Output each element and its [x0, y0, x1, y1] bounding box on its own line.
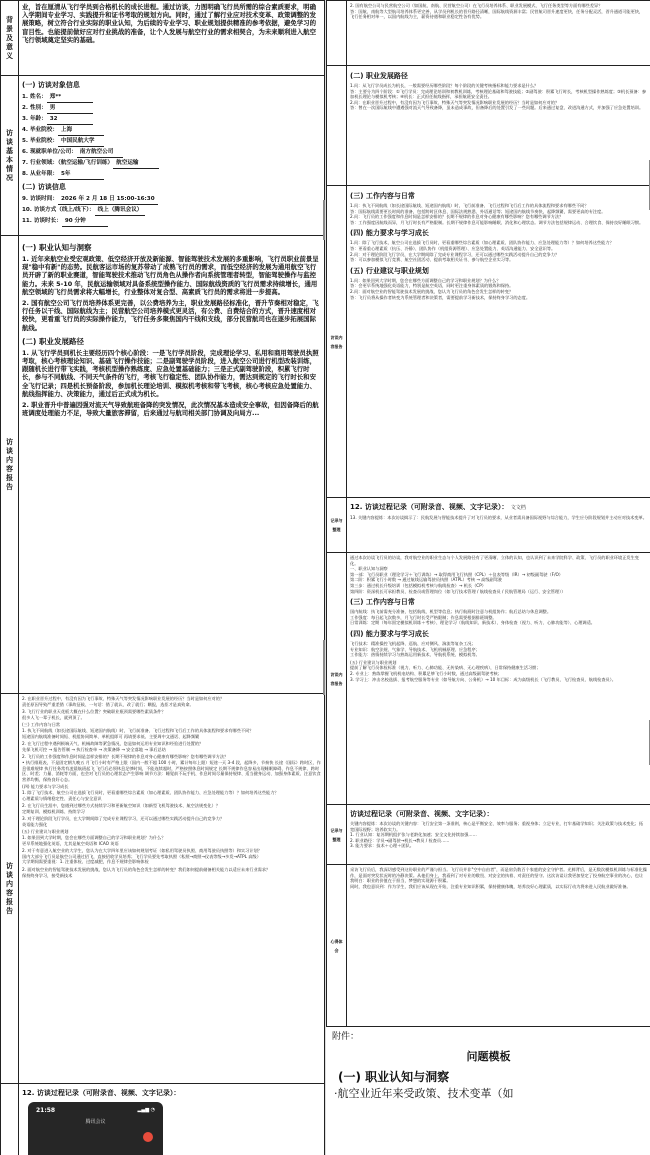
- record-item: 12. 访谈过程记录（可附录音、视频、文字记录）： 文文档: [350, 503, 526, 511]
- background-text: 业，旨在厘清从飞行学员到合格机长的成长进程。通过访谈，力图明确飞行员所需的综合素质要求，明确入学期间专业学习、实践提升和证书考取的规划方向。同时，通过了解行业应对技术变革、政策调整的发展策略，树立符合行业实际的职业认知，为后续的专业学习、职业规划提供精准的参考依据，避免学习的盲目性。也能提前做好应对行业挑战的准备，让个人发展与航空行业的需求相契合，为未来顺利进入航空飞行领域奠定坚实的基础。: [22, 3, 316, 44]
- content-label-2: 访谈内容报告: [1, 694, 19, 1084]
- record-label: 记录与整理: [327, 498, 347, 553]
- section-title: (二) 职业发展路径: [22, 336, 84, 346]
- field-row: 8. 从业年限： 5年: [22, 169, 321, 180]
- background-label: 背景及意义: [1, 1, 19, 76]
- qa-block: 2. 面对航空业的智能驾驶技术发展的挑战，您认为飞行员的角色会发生怎样的转变？我们如何提前储备相关能力以适应未来行业需求？ 保持终身学习，接受新技术: [22, 867, 271, 878]
- section-title: (四) 能力要求与学习成长: [350, 229, 429, 238]
- field-row: 3. 年龄： 32: [22, 114, 321, 125]
- meeting-screenshot: [28, 1102, 163, 1155]
- field-row: 7. 行业领域：（航空运输/飞行训练） 航空运输: [22, 158, 321, 169]
- end-call-icon: [143, 1132, 153, 1142]
- qa-block: 1.问：从飞行学员成长为机长，一般需要经历哪些阶段？每个阶段的关键考核指标和能力要求是什么？ 答：主要分为四个阶段：①飞行学员：完成理论培训和初教机训练，考核理论基础和驾驶技能；②副驾驶：积累飞行时长，考核机型操作熟练度；③机长预备：参加机长理论与模拟机考核；④机长：正式担任航线指挥，承担航班安全责任。 2.问：在职业晋升过程中，有没有因为飞行事故、特殊天气等突发情况影响职业发展的经历？当时是如何应对的？ 答：曾在一次国际航线中遭遇强对流天气导致备降，虽未造成事故，但备降后的处置引发了一些问题。后来通过复盘、改进沟通方式，并加强了应急处置培训。: [350, 83, 647, 111]
- record-label: 12. 访谈过程记录（可附录音、视频、文字记录）：: [22, 1089, 181, 1097]
- qa-block: (五) 行业建议与职业规划 1. 如果回到大学时期，您会在哪些方面调整自己的学习和职业规划？为什么？ 更早系统地强化英语，尤其是航空英语和 ICAO 英语: [22, 829, 166, 846]
- qa-block: 1.问：除了飞行技术，航空公司在选拔飞行员时，更看重哪些综合素质（如心理素质、团队协作能力、应急处理能力等）？如何培养这些能力？ 答：更看重心理素质（抗压、冷静）、团队协作（机组资源管理）、应急处置能力、英语沟通能力、安全意识等。 2.问：对于理论阶段飞行学员，在大学期间除了完成专业课程学习，还可以通过哪些实践活动提升自己的竞争力？ 答：可以参加模拟飞行竞赛、航空社团活动、提前考取相关证书、参与航空企业实习等。: [350, 240, 614, 263]
- section-paragraph: 1. 从飞行学员到机长主要经历四个核心阶段：一是飞行学员阶段，完成理论学习、私用和商用驾驶员执照考取，核心考核理论知识、基础飞行操作技能；二是副驾驶学员阶段，进入航空公司进行机型改装训练，跟随机长进行带飞实践，考核机型操作熟练度、应急处置基础能力；三是正式副驾驶阶段，积累飞行时长，参与不同航线、不同天气条件的飞行，考核飞行稳定性、团队协作能力，需达到规定的飞行时长和安全飞行记录；四是机长预备阶段，参加机长理论培训、模拟机考核和带飞考核，核心考核应急处置能力、航线指挥能力、决策能力，通过后正式成为机长。: [22, 348, 319, 398]
- section-title: (一) 职业认知与洞察: [22, 243, 92, 252]
- summary-block: (五) 行业建议与职业规划 提前了解飞行员体检标准（视力、听力、心肺功能、无传染病、无心理疾病），日常保持健康生活习惯； 2. 专业上：熟练掌握飞机机电结构、积累足够飞行小时数，通过高级副驾驶考核； 3. 学习上：冲击名校选拔、报考航空服务等专业（如导航方向、公务机）→ 10 年目标：成为高级机长（飞行教员、飞行检查员、航线检查员）。: [350, 659, 616, 682]
- reflection-label: 心得体会: [327, 865, 347, 1027]
- field-row: 10. 访谈方式（线上/线下）： 线上（腾讯会议）: [22, 205, 321, 216]
- content-label: 访谈内容报告: [327, 186, 347, 498]
- signal-icon: ▂▄▆ ◔: [137, 1107, 155, 1113]
- attachment-label: 附件：: [332, 1032, 360, 1042]
- section-title: (四) 能力要求与学习成长: [350, 629, 429, 638]
- template-title: 问题模板: [466, 1050, 511, 1063]
- qa-block: 3. 对于理论阶段飞行学员，在大学期间除了完成专业课程学习，还可以通过哪些实践活动提升自己的竞争力？ 英语能力强化: [22, 816, 225, 827]
- key-points: 关键内容提炼：本次访谈的关键内容：飞行安全第一条准则，核心是平衡安全、效率与服务；重视身体；立足专业，打牢基础学知识；关注政策与技术变化；拓宽国际视野；培养软实力。 1. 行业认知：复苏期机组扩张与老龄化加速；安全文化持续加强…… 2. 职业路径：学员→副驾驶→机长→教员 / 检查员…… 3. 能力要求：技术＋心理＋团队。: [350, 821, 644, 849]
- qa-block: 2. 在飞行过程中遇到极端天气、机械故障等紧急情况，您是如何运用专业知识和经验进行处置的？ 先保飞机可控 → 报告管制 → 执行检查单 → 决策备降 → 安全落地 → 事后总结: [22, 741, 204, 752]
- qa-block: 3. 飞行行业的职业天花板大概在什么位置？突破职业瓶颈需要哪些素质条件？ 很多人飞一辈子机长，就到顶了。: [22, 709, 166, 720]
- template-section: (一) 职业认知与洞察: [338, 1070, 450, 1084]
- section-title: (三) 工作内容与日常: [350, 598, 415, 607]
- field-row: 4. 毕业院校： 上海: [22, 125, 321, 136]
- qa-block: 2. 在飞行员生涯中，您遇到过哪些方式持续学习和更新航空知识（如新型飞机驾驶技术、航空法规变化）？ 定期复训、模拟机训练、持续学习: [22, 803, 220, 814]
- field-row: 2. 性别： 男: [22, 103, 321, 114]
- reflection-text: 采访飞行员后，我深切感受到这份职业的严谨与担当。飞行员并非"空中自由者"，而是肩负数百个家庭的安全守护者。光鲜背后，是无数次模拟机训练与标准化操作，是面对突发状况时的冷静决策。从他们身上，我看到了对专业的敬畏、对安全的执着、对责任的坚守。这次访谈让我更加坚定了投身航空事业的决心，也让我明白：职业的价值在于担当，梦想的实现源于积累。 同时，我也意识到：作为学生，我们应该从现在开始，注重专业知识积累，保持健康体魄，培养良好心理素质，以实际行动为将来进入民航业做好准备。: [350, 867, 647, 889]
- template-line: ·航空业近年来受政策、技术变革（如: [334, 1087, 514, 1100]
- record-label-2: 记录与整理: [327, 805, 347, 865]
- content-label: 访谈内容报告: [1, 236, 19, 694]
- qa-block: 2. 国有航空公司与民营航空公司（如国航、南航、民营航空公司）在飞行员培养体系、职业发展模式、飞行任务类型等方面有哪些差异？ 答：国航、南航等大型航司培养体系更完善，从学员到机长的晋升路径清晰，国际航线资源丰富；民营航司晋升速度更快，任务分配灵活，晋升通道可能更快，飞行任务相对单一，以国内航线为主，薪资待遇和职业稳定性各有优势。: [350, 3, 644, 20]
- field-row: 1. 姓名： 郑**: [22, 92, 321, 103]
- interview-info-heading: (二) 访谈信息: [22, 183, 66, 191]
- qa-block: (三) 工作内容与日常 1. 执飞不同航线（如长途国际航线、短途国内航线）时，飞行前准备、飞行过程和飞行后工作的具体流程和要求有哪些不同？ 短途国内航线准备时间短、机组协同简单、单机组即可 再请要求低、主要周中文通话、起降频繁: [22, 722, 254, 739]
- basic-info-label: 访谈基本情况: [1, 76, 19, 236]
- section-title: (三) 工作内容与日常: [350, 192, 415, 200]
- field-row: 11. 访谈时长： 90 分钟: [22, 216, 321, 227]
- phone-time: 21:58: [36, 1107, 56, 1114]
- summary-block: 飞行技术：精准操控飞机起降、巡航、应对侧风、湍流等复杂工况； 专业知识：航空法规、气象学、导航技术、飞机机械原理、应急程序； 工作能力：热情持续学习与熟练运用新技术、导航机系统、模拟机等。: [350, 640, 480, 658]
- key-points: 13. 关键内容提炼：本次访谈揭示了：民航发展与智能技术提升了对飞行员的要求，从业者需具备国际视野与综合能力，学生应分阶段规划并主动应对技术变革。: [350, 515, 647, 520]
- meeting-title: 腾讯会议: [85, 1119, 106, 1125]
- section-paragraph: 2. 国有航空公司飞行员培养体系更完善，以公费培养为主，职业发展路径标准化，晋升节奏相对稳定，飞行任务以干线、国际航线为主；民营航空公司培养模式更灵活，有公费、自费结合的方式，晋升速度相对较快，更看重飞行员的实际操作能力，飞行任务多聚焦国内干线和支线，部分民营航司也在逐步拓展国际航线。: [22, 299, 319, 332]
- qa-block: 1.问：如果回到大学时期，您会在哪些方面调整自己的学习和职业规划？为什么？ 答：会更早系统地强化英语能力，特别是航空英语，同时更注重身体素质的锻炼和保持。 2.问：面对航空业的智能驾驶技术发展的挑战，您认为飞行员的角色会发生怎样的转变？ 答：飞行员将从操作者转变为系统管理者和决策者，需要提前学习新技术，保持终身学习的态度。: [350, 277, 531, 300]
- field-row: 5. 毕业院校： 中国民航大学: [22, 136, 321, 147]
- summary-block: 通过本次访谈飞行员的访谈，我对航空业的职业生态与个人发展路径有了更清晰、立体的认知，也认识到了未来学院科学、政策、飞行员的职业环境正发生变化。 一、职业认知与洞察 第一部：飞行员职业（理论学习＋飞行训练）→ 取得商用飞行执照（CPL）＋仪表等级（IR）→ 初级副驾驶（F/O） 第二阶：积累飞行小时数 → 通过航线运输驾驶员执照（ATPL）考核 → 高级副驾驶 第三步：通过机长升级培训（包括模拟机考核与航线检查）→ 机长（CP） 第四阶：资深机长可承担教员、检查员或管理岗位（如飞行技术管理 / 航线检查员 / 民航管理局（运行、安全管理））: [350, 555, 639, 594]
- empty-label-cell: [327, 1, 347, 66]
- qa-block: 1.问：执飞不同航线（如长途国际航线、短途国内航线）时，飞行前准备、飞行过程和飞行后工作的具体流程和要求有哪些不同？ 答：国际航线需要更长时间的准备，包括跨时区休息、国际法规熟悉、外语通话等；短途国内航线节奏快，起降频繁，需要更高的专注度。 2.问：飞行员的工作强度和作息时间是怎样安排的？长期不规律的作息对身心健康有哪些影响？您有哪些调节方法？ 答：工作强度因航线而异，月飞行时长有严格限制。长期不规律作息可能影响睡眠、消化和心理状态。调节方法包括规律运动、合理饮食、保持良好睡眠习惯。: [350, 203, 644, 225]
- qa-block: (四) 能力要求与学习成长 1. 除了飞行技术、航空公司在选拔飞行员时，更看重哪些综合素质（如心理素质、团队协作能力、应急处理能力等）？如何培养这些能力？ 心理素质与情绪稳定性、责任心与安全意识: [22, 784, 279, 801]
- qa-block: 2. 在职业晋升过程中，有没有因为飞行事故、特殊天气等突发情况影响职业发展的经历？当时是如何应对的？ 责任原因导致严重差错（事故征候、一句话：错了就认、改了就行；瞒报，选拒才是真致命。: [22, 696, 225, 707]
- section-paragraph: 2. 职业晋升中普遍因强对流天气导致航班备降的突发情况，此次情况基本造成安全事故，但因备降后的航班调度处理能力不足，导致大量旅客滞留，后来通过与航司相关部门协调及向局方...: [22, 401, 319, 418]
- content-label-2: 访谈内容报告: [327, 553, 347, 805]
- qa-block: 2. 对于有意进入航空业的大学生，您认为在大学四年里应该如何规划考证（如私用驾驶员执照、商用驾驶员执照等）和实习计划？ 国内大部分飞行员是航空公司通过招飞，直接招收学员培养；飞行学员要先考取执照（私照→商照→仪表等级→多发→ATPL 高级） 大学期间需要重视：1. 注重体检、过度减肥，作息不规律会影响体检: [22, 848, 262, 865]
- report-form-right: [326, 0, 650, 1027]
- record-title: 访谈过程记录（可附录音、视频、文字记录）：: [350, 810, 494, 818]
- interviewee-heading: (一) 访谈对象信息: [22, 81, 80, 89]
- right-page: [325, 0, 650, 1155]
- section-title: (五) 行业建议与职业规划: [350, 266, 429, 275]
- field-row: 6. 现就职单位/公司： 南方航空公司: [22, 147, 321, 158]
- empty-label-cell: [327, 66, 347, 186]
- summary-block: 国内航线：执飞前需充分准备，包括航线、机型等信息；执行航班时注意与机组协作；航后总结与休息调整。 工作强度：每日起飞次数多，月飞行时长受严格限制；作息需要根据排班调整。 日常训练：定期（每年固定模拟机训练＋考核）、理论学习（航线知识、新技术）、身体检查（视力、听力、心肺功能等）、心理调适。: [350, 609, 595, 626]
- section-paragraph: 1. 近年来航空业受宏观政策、低空经济开放及新能源、智能驾驶技术发展的多重影响，飞行员职业前景呈现"稳中有新"的态势。民航客运市场的复苏带动了成熟飞行员的需求，而低空经济的发展为通用航空飞行员开辟了新的职业赛道，智能驾驶技术推动飞行员角色从操作者向系统管理者转型，智能驾驶操作与监控能力。未来 5-10 年，民航运输领域对具备系统型操作能力、国际航线资质的飞行员需求持续增长，通用航空领域的飞行员需求将大幅增长，行业整体对复合型、高素质飞行员的需求将进一步提高。: [22, 255, 319, 296]
- field-row: 9. 访谈时间： 2026 年 2 月 18 日 15:00-16:30: [22, 194, 321, 205]
- empty-label-cell: [1, 1084, 19, 1155]
- section-title: (二) 职业发展路径: [350, 72, 408, 80]
- qa-block: 2. 飞行员的工作强度和作息时间是怎样安排的？长期不规律的作息对身心健康有哪些影响？您有哪些调节方法？ • 执行排班表，不是固定朝九晚五 月飞行小时有严格上限（国内一般不超 100 小时，累计每年上限）短途一天 3-4 段，起降多，节奏快 长途（国际）跨时区，作息很难规律 执行任务常有凌晨航班起飞 飞行后必须休息足够时间，不能连续超时，严格按照休息时间规定 长期不规律作息容易出现睡眠障碍、作息不规律、跨时区、时差；力量、消耗等方面，也会对飞行员的心理状态产生影响 调节方法：睡觉前不玩手机、作息时间尽量保持规律、适当健身运动、加强身体素质、注意饮食营养均衡，保持良好心态。: [22, 754, 321, 782]
- interviewee-fields: [22, 92, 321, 180]
